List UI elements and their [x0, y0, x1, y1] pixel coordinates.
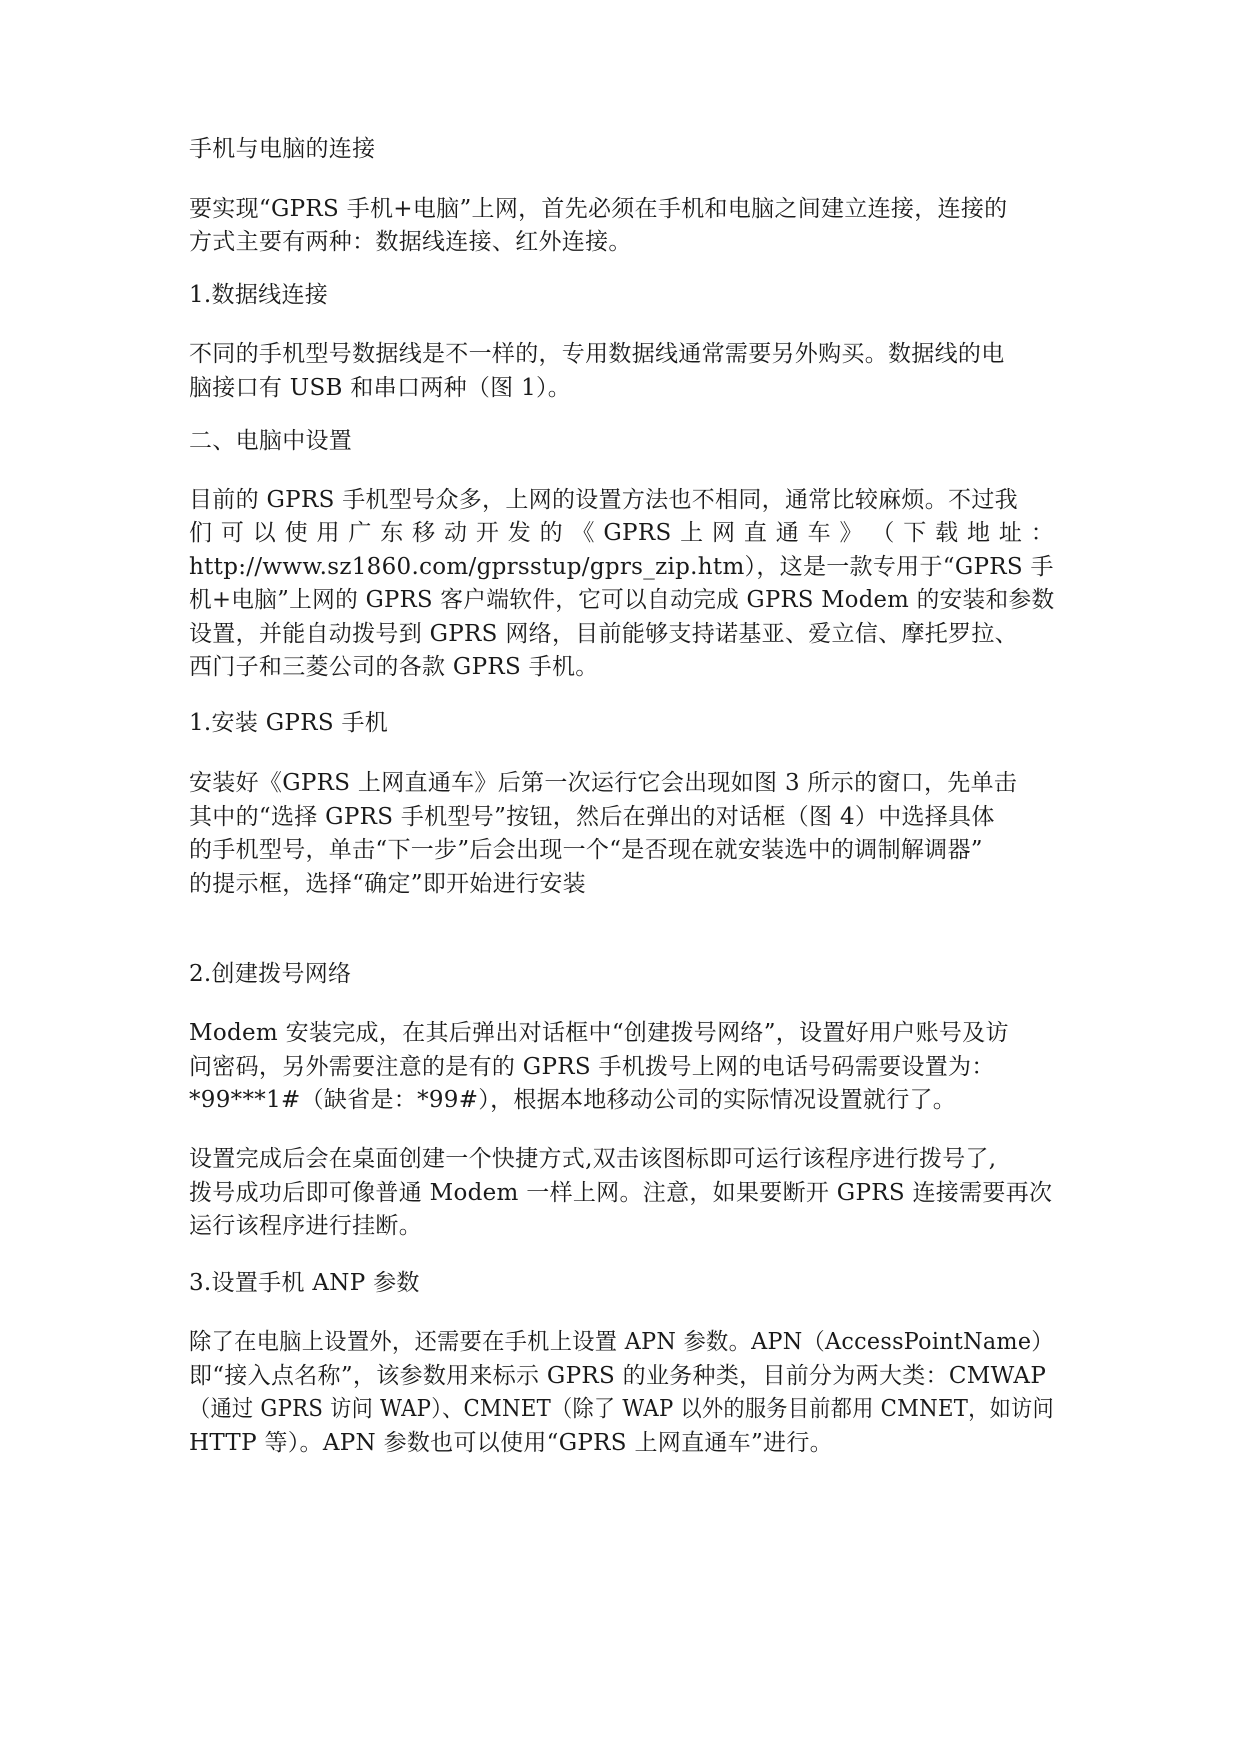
paragraph-line: 脑接口有 USB 和串口两种（图 1）。 — [189, 375, 572, 401]
word: 移 — [412, 520, 436, 546]
word: 东 — [380, 520, 404, 546]
word: 的 — [539, 520, 563, 546]
word: 地 — [966, 520, 991, 546]
paragraph-line: 问密码，另外需要注意的是有的 GPRS 手机拨号上网的电话号码需要设置为： — [189, 1054, 995, 1080]
word: 以 — [252, 520, 277, 546]
word: ： — [1030, 520, 1054, 546]
word: （ — [871, 520, 895, 546]
word: 通 — [775, 520, 799, 546]
subheading-phone-anp: 3.设置手机 ANP 参数 — [189, 1270, 420, 1296]
paragraph-line: 即“接入点名称”，该参数用来标示 GPRS 的业务种类，目前分为两大类：CMWAP — [189, 1363, 1047, 1389]
paragraph-line: 其中的“选择 GPRS 手机型号”按钮，然后在弹出的对话框（图 4）中选择具体 — [189, 804, 995, 830]
word: GPRS — [603, 520, 672, 546]
paragraph-line: 设置完成后会在桌面创建一个快捷方式,双击该图标即可运行该程序进行拨号了, — [189, 1146, 997, 1172]
paragraph-line-justified — [189, 516, 1054, 550]
word: 用 — [316, 520, 340, 546]
subheading-data-cable: 1.数据线连接 — [189, 282, 329, 308]
word: 发 — [507, 520, 532, 546]
word: 可 — [220, 520, 245, 546]
paragraph-line: 机+电脑”上网的 GPRS 客户端软件，它可以自动完成 GPRS Modem 的安装和参数 — [189, 587, 1055, 613]
section-title-pc-settings: 二、电脑中设置 — [189, 428, 353, 454]
paragraph-line: HTTP 等）。APN 参数也可以使用“GPRS 上网直通车”进行。 — [189, 1430, 833, 1456]
word: 址 — [998, 520, 1023, 546]
paragraph-line: *99***1#（缺省是：*99#），根据本地移动公司的实际情况设置就行了。 — [189, 1087, 957, 1113]
paragraph-line: Modem 安装完成，在其后弹出对话框中“创建拨号网络”，设置好用户账号及访 — [189, 1020, 1009, 1046]
word: 开 — [475, 520, 500, 546]
word: 载 — [935, 520, 959, 546]
word: 网 — [711, 520, 736, 546]
subheading-create-dialup: 2.创建拨号网络 — [189, 961, 352, 987]
subheading-install-gprs: 1.安装 GPRS 手机 — [189, 710, 389, 736]
word: 直 — [743, 520, 768, 546]
paragraph-line: 的提示框，选择“确定”即开始进行安装 — [189, 871, 586, 897]
paragraph-line: （通过 GPRS 访问 WAP）、CMNET（除了 WAP 以外的服务目前都用 CMNET，如访问 — [189, 1396, 1054, 1422]
paragraph-line: 安装好《GPRS 上网直通车》后第一次运行它会出现如图 3 所示的窗口，先单击 — [189, 770, 1018, 796]
word: 上 — [680, 520, 704, 546]
word: 动 — [444, 520, 468, 546]
word: 使 — [284, 520, 308, 546]
word: 下 — [903, 520, 927, 546]
paragraph-line: 目前的 GPRS 手机型号众多，上网的设置方法也不相同，通常比较麻烦。不过我 — [189, 487, 1018, 513]
paragraph-line: 拨号成功后即可像普通 Modem 一样上网。注意，如果要断开 GPRS 连接需要再次 — [189, 1180, 1053, 1206]
paragraph-line: 不同的手机型号数据线是不一样的，专用数据线通常需要另外购买。数据线的电 — [189, 341, 1005, 367]
paragraph-line: 除了在电脑上设置外，还需要在手机上设置 APN 参数。APN（AccessPointName） — [189, 1329, 1054, 1355]
paragraph-line: 设置，并能自动拨号到 GPRS 网络，目前能够支持诺基亚、爱立信、摩托罗拉、 — [189, 621, 1018, 647]
word: 广 — [348, 520, 372, 546]
word: 》 — [839, 520, 863, 546]
word: 车 — [807, 520, 831, 546]
word: 《 — [571, 520, 595, 546]
paragraph-line: 西门子和三菱公司的各款 GPRS 手机。 — [189, 654, 599, 680]
paragraph-line: 运行该程序进行挂断。 — [189, 1213, 422, 1239]
paragraph-line: 要实现“GPRS 手机+电脑”上网，首先必须在手机和电脑之间建立连接，连接的 — [189, 196, 1008, 222]
paragraph-line-url: http://www.sz1860.com/gprsstup/gprs_zip.htm），这是一款专用于“GPRS 手 — [189, 554, 1054, 580]
paragraph-line: 的手机型号，单击“下一步”后会出现一个“是否现在就安装选中的调制解调器” — [189, 837, 983, 863]
paragraph-line: 方式主要有两种：数据线连接、红外连接。 — [189, 229, 632, 255]
word: 们 — [189, 520, 213, 546]
section-title-connection: 手机与电脑的连接 — [189, 136, 376, 162]
